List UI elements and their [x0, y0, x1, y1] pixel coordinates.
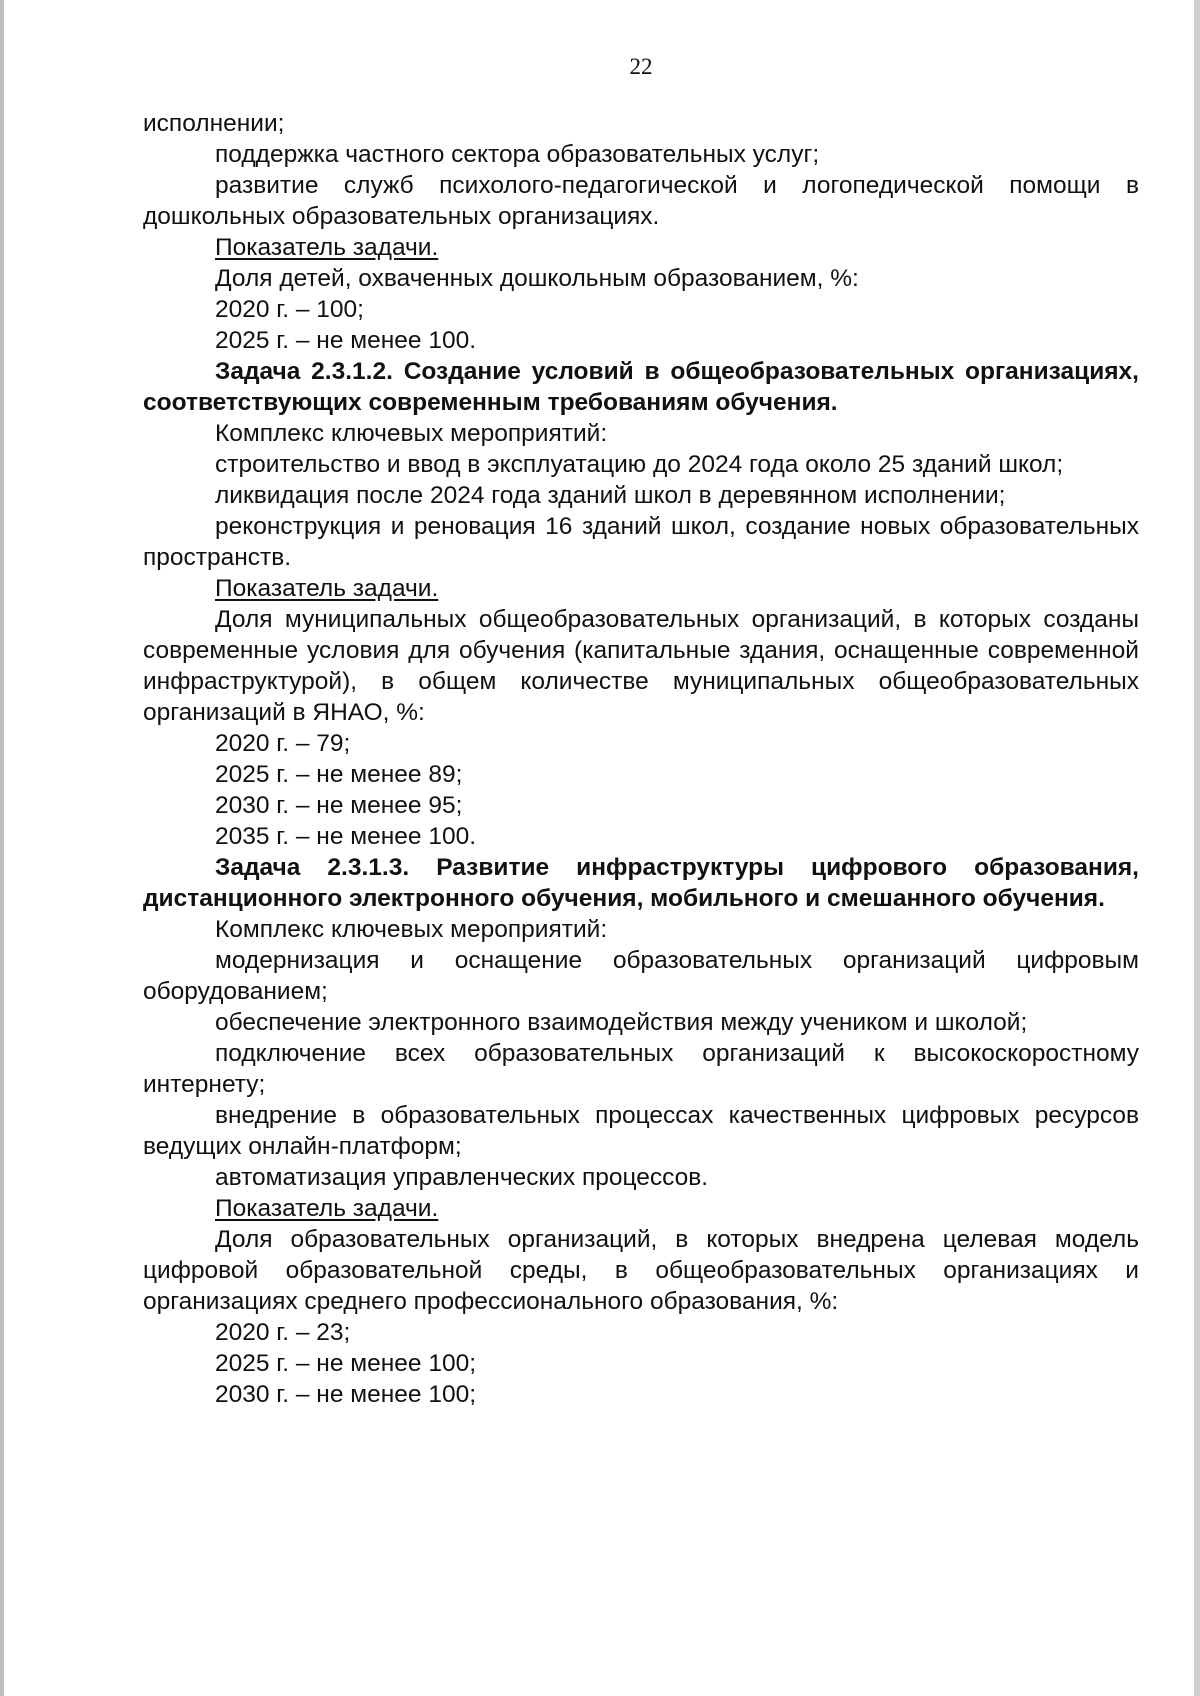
indicator-value: 2030 г. – не менее 100;	[215, 1381, 477, 1408]
page-right-border	[1194, 0, 1200, 1696]
paragraph: поддержка частного сектора образовательных услуг;	[215, 141, 820, 168]
paragraph: Доля детей, охваченных дошкольным образованием, %:	[215, 265, 859, 292]
indicator-heading-text: Показатель задачи.	[215, 575, 439, 602]
list-item: строительство и ввод в эксплуатацию до 2024 года около 25 зданий школ;	[215, 451, 1064, 478]
indicator-value: 2020 г. – 100;	[215, 296, 364, 323]
list-item: автоматизация управленческих процессов.	[215, 1164, 709, 1191]
list-item: ликвидация после 2024 года зданий школ в деревянном исполнении;	[215, 482, 1006, 509]
page-left-border	[0, 0, 4, 1696]
indicator-value: 2025 г. – не менее 89;	[215, 761, 463, 788]
list-item: реконструкция и реновация 16 зданий школ, создание новых образовательных пространств.	[143, 513, 1139, 571]
paragraph: Комплекс ключевых мероприятий:	[215, 420, 608, 447]
task-heading: Задача 2.3.1.3. Развитие инфраструктуры цифрового образования, дистанционного электронного обучения, мобильного и смешанного обучения.	[143, 854, 1139, 912]
paragraph: Доля образовательных организаций, в которых внедрена целевая модель цифровой образовательной среды, в общеобразовательных организациях и организациях среднего профессионального образования, %:	[143, 1226, 1139, 1315]
indicator-heading	[143, 1193, 1139, 1224]
indicator-value: 2035 г. – не менее 100.	[215, 823, 477, 850]
list-item: обеспечение электронного взаимодействия между учеником и школой;	[215, 1009, 1028, 1036]
indicator-heading	[143, 232, 1139, 263]
indicator-value: 2020 г. – 79;	[215, 730, 351, 757]
indicator-value: 2025 г. – не менее 100.	[215, 327, 477, 354]
body-text	[143, 108, 1139, 1410]
paragraph: развитие служб психолого-педагогической и логопедической помощи в дошкольных образовательных организациях.	[143, 172, 1139, 230]
paragraph: исполнении;	[143, 110, 285, 137]
indicator-heading	[143, 573, 1139, 604]
paragraph: Комплекс ключевых мероприятий:	[215, 916, 608, 943]
page-number: 22	[629, 54, 653, 79]
list-item: внедрение в образовательных процессах качественных цифровых ресурсов ведущих онлайн-платформ;	[143, 1102, 1139, 1160]
indicator-value: 2020 г. – 23;	[215, 1319, 351, 1346]
list-item: подключение всех образовательных организаций к высокоскоростному интернету;	[143, 1040, 1139, 1098]
indicator-heading-text: Показатель задачи.	[215, 1195, 439, 1222]
paragraph: Доля муниципальных общеобразовательных организаций, в которых созданы современные условия для обучения (капитальные здания, оснащенные современной инфраструктурой), в общем количестве муниципальных общеобразовательных организаций в ЯНАО, %:	[143, 606, 1139, 726]
indicator-value: 2030 г. – не менее 95;	[215, 792, 463, 819]
indicator-heading-text: Показатель задачи.	[215, 234, 439, 261]
list-item: модернизация и оснащение образовательных организаций цифровым оборудованием;	[143, 947, 1139, 1005]
task-heading: Задача 2.3.1.2. Создание условий в общеобразовательных организациях, соответствующих современным требованиям обучения.	[143, 358, 1139, 416]
indicator-value: 2025 г. – не менее 100;	[215, 1350, 477, 1377]
